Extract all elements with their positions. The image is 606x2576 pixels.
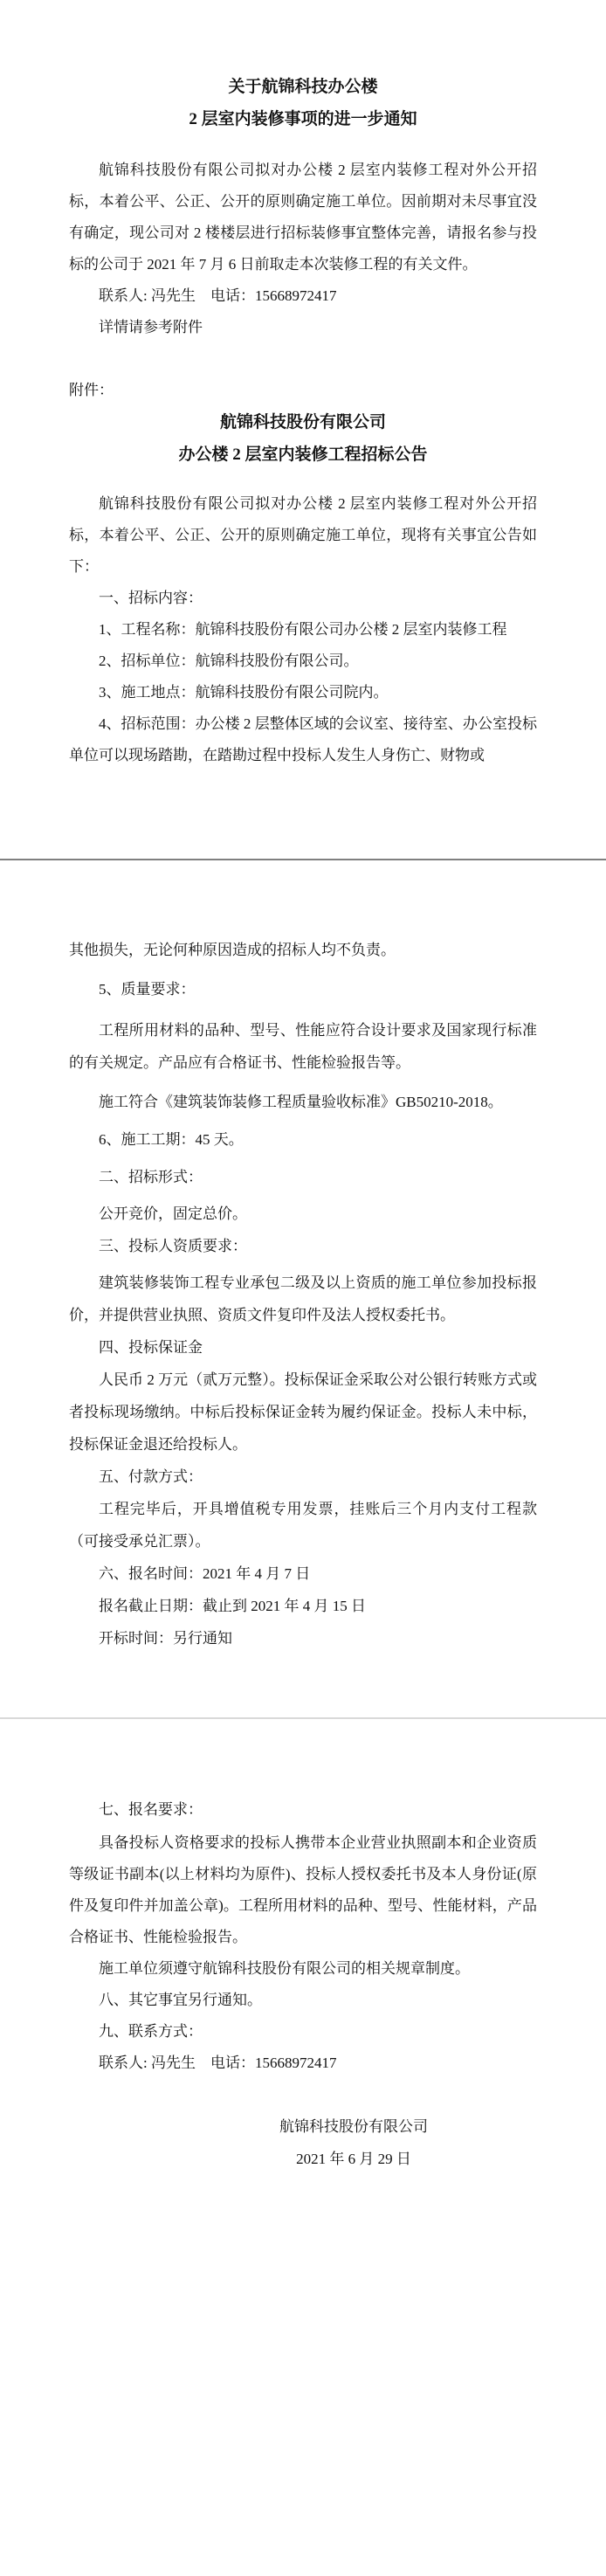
section5-heading: 五、付款方式： <box>99 1468 203 1485</box>
section1-item5-para2: 施工符合《建筑装饰装修工程质量验收标准》GB50210-2018。 <box>99 1094 503 1110</box>
section1-item6: 6、施工工期：45 天。 <box>99 1131 244 1148</box>
section5-text: 工程完毕后，开具增值税专用发票，挂账后三个月内支付工程款（可接受承兑汇票）。 <box>69 1501 537 1550</box>
section7-para1: 具备投标人资格要求的投标人携带本企业营业执照副本和企业资质等级证书副本(以上材料均为原件)、投标人授权委托书及本人身份证(原件及复印件并加盖公章)。工程所用材料的品种、型号、性能材料，产品合格证书、性能检验报告。 <box>69 1834 537 1945</box>
section1-item5-para1: 工程所用材料的品种、型号、性能应符合设计要求及国家现行标准的有关规定。产品应有合格证书、性能检验报告等。 <box>69 1022 537 1071</box>
announcement-org-title: 航锦科技股份有限公司 <box>219 413 386 432</box>
page-1 <box>0 0 606 859</box>
notice-title-line1: 关于航锦科技办公楼 <box>228 78 378 96</box>
section4-text: 人民币 2 万元（贰万元整）。投标保证金采取公对公银行转账方式或者投标现场缴纳。中标后投标保证金转为履约保证金。投标人未中标，投标保证金退还给投标人。 <box>69 1371 537 1453</box>
announcement-doc-title: 办公楼 2 层室内装修工程招标公告 <box>178 445 428 464</box>
section8-text: 八、其它事宜另行通知。 <box>99 1992 262 2008</box>
section3-text: 建筑装修装饰工程专业承包二级及以上资质的施工单位参加投标报价，并提供营业执照、资质文件复印件及法人授权委托书。 <box>69 1274 537 1323</box>
signature-org: 航锦科技股份有限公司 <box>279 2118 428 2135</box>
section4-heading: 四、投标保证金 <box>99 1339 203 1356</box>
signature-date: 2021 年 6 月 29 日 <box>296 2151 411 2167</box>
section3-heading: 三、投标人资质要求： <box>99 1238 247 1254</box>
section1-heading: 一、招标内容： <box>99 590 203 606</box>
section1-item5-heading: 5、质量要求： <box>99 981 196 998</box>
section7-heading: 七、报名要求： <box>99 1801 203 1818</box>
section9-contact-line: 联系人: 冯先生 电话：15668972417 <box>99 2055 337 2071</box>
notice-see-attachment: 详情请参考附件 <box>99 319 203 335</box>
section7-para2: 施工单位须遵守航锦科技股份有限公司的相关规章制度。 <box>99 1960 470 1977</box>
page-2 <box>0 859 606 1717</box>
notice-title-line2: 2 层室内装修事项的进一步通知 <box>189 110 417 128</box>
section1-item4-part2: 其他损失，无论何种原因造成的招标人均不负责。 <box>69 942 396 958</box>
notice-contact-line: 联系人: 冯先生 电话：15668972417 <box>99 287 337 304</box>
section6-line3: 开标时间：另行通知 <box>99 1630 232 1647</box>
section6-line1: 六、报名时间：2021 年 4 月 7 日 <box>99 1565 311 1582</box>
section2-text: 公开竞价，固定总价。 <box>99 1205 247 1222</box>
section2-heading: 二、招标形式： <box>99 1169 203 1185</box>
section6-line2: 报名截止日期：截止到 2021 年 4 月 15 日 <box>99 1598 366 1614</box>
notice-intro-paragraph: 航锦科技股份有限公司拟对办公楼 2 层室内装修工程对外公开招标，本着公平、公正、公开的原则确定施工单位。因前期对未尽事宜没有确定，现公司对 2 楼楼层进行招标装修事宜整体完善，请报名参与投标的公司于 2021 年 7 月 6 日前取走本次装修工程的有关文件。 <box>69 162 537 273</box>
signature-block <box>258 2110 450 2175</box>
attachment-label: 附件： <box>69 382 114 398</box>
section9-heading: 九、联系方式： <box>99 2023 203 2040</box>
section1-item3: 3、施工地点：航锦科技股份有限公司院内。 <box>99 684 389 701</box>
section1-item2: 2、招标单位：航锦科技股份有限公司。 <box>99 653 359 669</box>
announcement-intro: 航锦科技股份有限公司拟对办公楼 2 层室内装修工程对外公开招标，本着公平、公正、公开的原则确定施工单位，现将有关事宜公告如下： <box>69 495 537 575</box>
page-3 <box>0 1717 606 2576</box>
section1-item4-part1: 4、招标范围：办公楼 2 层整体区域的会议室、接待室、办公室投标单位可以现场踏勘，在踏勘过程中投标人发生人身伤亡、财物或 <box>69 715 537 763</box>
section1-item1: 1、工程名称：航锦科技股份有限公司办公楼 2 层室内装修工程 <box>99 621 507 638</box>
